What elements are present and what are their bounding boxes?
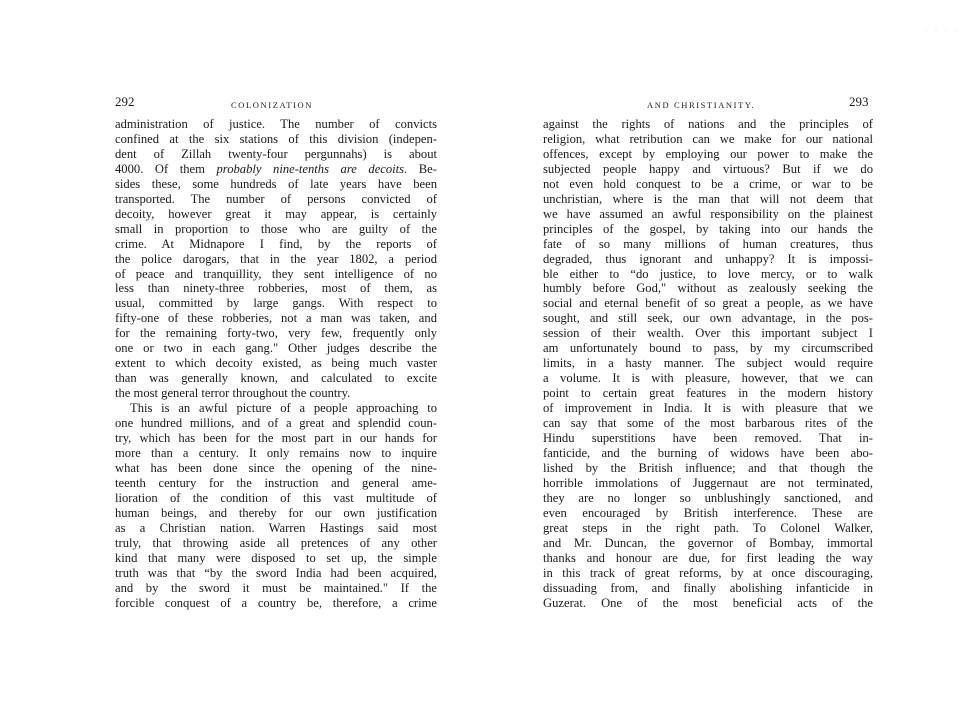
text-line: teenth century for the instruction and general ame-	[115, 475, 437, 490]
right-page-body	[543, 117, 873, 610]
text-line: the police darogars, that in the year 1802, a period	[115, 251, 437, 266]
text-line: of improvement in India. It is with pleasure that we	[543, 401, 873, 416]
text-line: try, which has been for the most part in our hands for	[115, 431, 437, 446]
text-line: we have assumed an awful responsibility on the plainest	[543, 206, 873, 221]
text-line: fanticide, and the burning of widows have been abo-	[543, 445, 873, 460]
text-line: ble either to “do justice, to love mercy, or to walk	[543, 266, 873, 281]
text-line: transported. The number of persons convicted of	[115, 191, 437, 206]
text-line: and Mr. Duncan, the governor of Bombay, immortal	[543, 535, 873, 550]
text-line: unchristian, where is the man that will not deem that	[543, 191, 873, 206]
text-line: small in proportion to those who are guilty of the	[115, 221, 437, 236]
text-line: one or two in each gang." Other judges describe the	[115, 341, 437, 356]
text-line: fate of so many millions of human creatures, thus	[543, 236, 873, 251]
text-line: limits, in a hasty manner. The subject would require	[543, 356, 873, 371]
right-page	[490, 0, 980, 712]
text-line: even encouraged by British interference. These are	[543, 505, 873, 520]
text-line: religion, what retribution can we make for our national	[543, 131, 873, 146]
text-line: usual, committed by large gangs. With respect to	[115, 296, 437, 311]
scan-speck: . . . .	[925, 24, 960, 33]
text-line: fifty-one of these robberies, not a man was taken, and	[115, 311, 437, 326]
text-line: horrible immolations of Juggernaut are not terminated,	[543, 475, 873, 490]
left-running-head: COLONIZATION	[231, 100, 313, 110]
text-line: can say that some of the most barbarous rites of the	[543, 416, 873, 431]
text-line: point to certain great features in the modern history	[543, 386, 873, 401]
text-line: kind that many were disposed to set up, the simple	[115, 550, 437, 565]
text-line: This is an awful picture of a people approaching to	[130, 401, 437, 416]
text-line: lioration of the condition of this vast multitude of	[115, 490, 437, 505]
text-line: one hundred millions, and of a great and splendid coun-	[115, 416, 437, 431]
text-line: they are no longer so unblushingly sanctioned, and	[543, 490, 873, 505]
text-line: session of their wealth. Over this important subject I	[543, 326, 873, 341]
text-line: dent of Zillah twenty-four pergunnahs) is about	[115, 146, 437, 161]
text-line: crime. At Midnapore I find, by the reports of	[115, 236, 437, 251]
text-line: human beings, and thereby for our own justification	[115, 505, 437, 520]
text-line: for the remaining forty-two, very few, frequently only	[115, 326, 437, 341]
text-line: as a Christian nation. Warren Hastings said most	[115, 520, 437, 535]
left-page-body	[115, 117, 437, 610]
text-line: 4000. Of them probably nine-tenths are decoits. Be-	[115, 161, 437, 176]
text-line: great steps in the right path. To Colonel Walker,	[543, 520, 873, 535]
text-line: forcible conquest of a country be, therefore, a crime	[115, 595, 437, 610]
text-line: offences, except by employing our power to make the	[543, 146, 873, 161]
text-line: humbly before God," without as zealously seeking the	[543, 281, 873, 296]
text-line: more than a century. It only remains now to inquire	[115, 445, 437, 460]
text-line: of peace and tranquillity, they sent intelligence of no	[115, 266, 437, 281]
text-line: the most general terror throughout the country.	[115, 386, 351, 401]
text-line: a volume. It is with pleasure, however, that we can	[543, 371, 873, 386]
text-line: administration of justice. The number of convicts	[115, 117, 437, 131]
text-line: truly, that throwing aside all pretences of any other	[115, 535, 437, 550]
right-running-head: AND CHRISTIANITY.	[647, 100, 756, 110]
text-line: subjected people happy and virtuous? But if we do	[543, 161, 873, 176]
left-page-number: 292	[115, 94, 135, 109]
text-line: Hindu superstitions have been removed. That in-	[543, 431, 873, 446]
text-line: dissuading from, and finally abolishing infanticide in	[543, 580, 873, 595]
text-line: than was generally known, and calculated to excite	[115, 371, 437, 386]
text-line: in this track of great reforms, by at once discouraging,	[543, 565, 873, 580]
text-line: not even hold conquest to be a crime, or war to be	[543, 176, 873, 191]
right-page-number: 293	[849, 94, 869, 109]
text-line: and by the sword it must be maintained." If the	[115, 580, 437, 595]
text-line: decoity, however great it may appear, is certainly	[115, 206, 437, 221]
text-line: less than ninety-three robberies, most of them, as	[115, 281, 437, 296]
text-line: social and eternal benefit of so great a people, as we have	[543, 296, 873, 311]
text-line: confined at the six stations of this division (indepen-	[115, 131, 437, 146]
text-line: what has been done since the opening of the nine-	[115, 460, 437, 475]
text-line: am unfortunately bound to pass, by my circumscribed	[543, 341, 873, 356]
text-line: principles of the gospel, by taking into our hands the	[543, 221, 873, 236]
text-line: against the rights of nations and the principles of	[543, 117, 873, 131]
text-line: truth was that “by the sword India had been acquired,	[115, 565, 437, 580]
text-line: sought, and still seek, our own advantage, in the pos-	[543, 311, 873, 326]
text-line: lished by the British influence; and that though the	[543, 460, 873, 475]
text-line: extent to which decoity existed, as being much vaster	[115, 356, 437, 371]
text-line: sides these, some hundreds of late years have been	[115, 176, 437, 191]
text-line: Guzerat. One of the most beneficial acts of the	[543, 595, 873, 610]
text-line: thanks and honour are due, for first leading the way	[543, 550, 873, 565]
text-line: degraded, thus ignorant and unhappy? It is impossi-	[543, 251, 873, 266]
